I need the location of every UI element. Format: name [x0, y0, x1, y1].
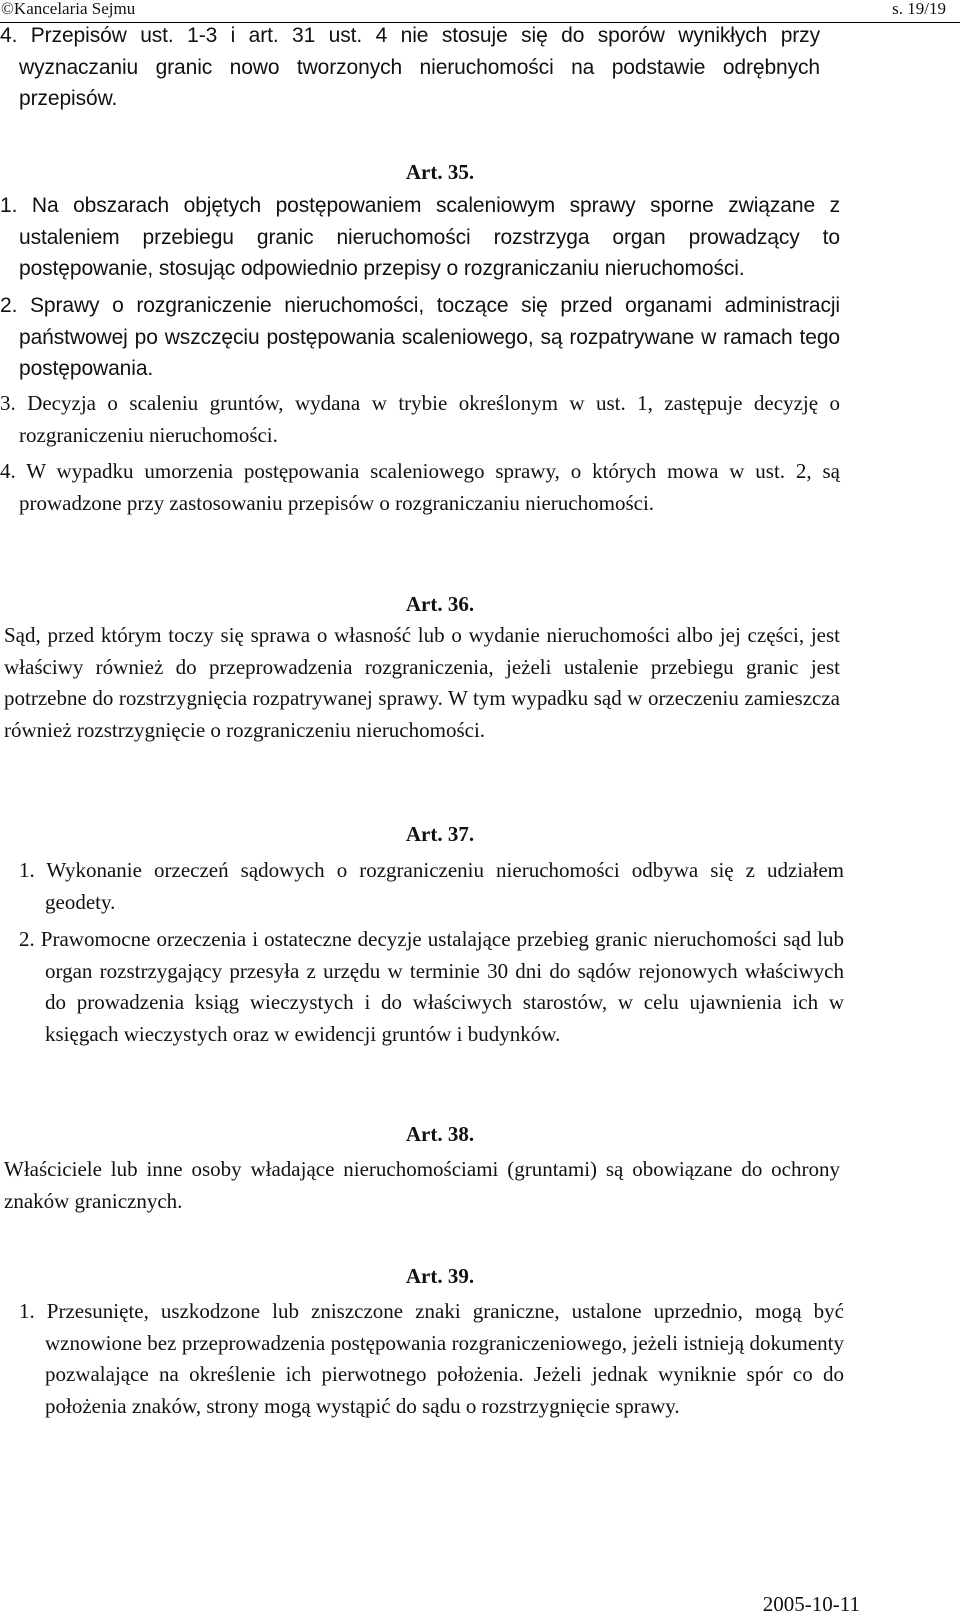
art38-text: Właściciele lub inne osoby władające nieruchomościami (gruntami) są obowiązane do ochrony znaków granicznych. — [4, 1157, 840, 1213]
art35-paragraph-1: 1. Na obszarach objętych postępowaniem scaleniowym sprawy sporne związane z ustaleniem przebiegu granic nieruchomości rozstrzyga organ prowadzący to postępowanie, stosując odpowiednio przepisy o rozgraniczaniu nieruchomości. — [0, 194, 840, 280]
footer-date: 2005-10-11 — [762, 1592, 860, 1616]
art39-heading: Art. 39. — [405, 1264, 475, 1288]
page-number: s. 19/19 — [892, 0, 946, 18]
art39-paragraph-1: 1. Przesunięte, uszkodzone lub zniszczone znaki graniczne, ustalone uprzednio, mogą być wznowione bez przeprowadzenia postępowania rozgraniczeniowego, jeżeli istnieją dokumenty pozwalające na określenie ich pierwotnego położenia. Jeżeli jednak wyniknie spór co do położenia znaków, strony mogą wystąpić do sądu o rozstrzygnięcie sprawy. — [19, 1299, 844, 1418]
art38-heading: Art. 38. — [405, 1122, 475, 1146]
art37-heading: Art. 37. — [405, 822, 475, 846]
art36-heading: Art. 36. — [405, 592, 475, 616]
art35-paragraph-3: 3. Decyzja o scaleniu gruntów, wydana w trybie określonym w ust. 1, zastępuje decyzję o rozgraniczeniu nieruchomości. — [0, 391, 840, 447]
art35-paragraph-4: 4. W wypadku umorzenia postępowania scaleniowego sprawy, o których mowa w ust. 2, są prowadzone przy zastosowaniu przepisów o rozgraniczaniu nieruchomości. — [0, 459, 840, 515]
copyright-label: ©Kancelaria Sejmu — [1, 0, 136, 18]
art35-heading: Art. 35. — [405, 160, 475, 184]
art37-paragraph-2: 2. Prawomocne orzeczenia i ostateczne decyzje ustalające przebieg granic nieruchomości sąd lub organ rozstrzygający przesyła z urzędu w terminie 30 dni do sądów rejonowych właściwych do prowadzenia ksiąg wieczystych i do właściwych starostów, w celu ujawnienia ich w księgach wieczystych oraz w ewidencji gruntów i budynków. — [19, 927, 844, 1046]
art37-paragraph-1: 1. Wykonanie orzeczeń sądowych o rozgraniczeniu nieruchomości odbywa się z udziałem geodety. — [19, 858, 844, 914]
art35-paragraph-2: 2. Sprawy o rozgraniczenie nieruchomości, toczące się przed organami administracji państwowej po wszczęciu postępowania scaleniowego, są rozpatrywane w ramach tego postępowania. — [0, 294, 840, 380]
art36-text: Sąd, przed którym toczy się sprawa o własność lub o wydanie nieruchomości albo jej części, jest właściwy również do przeprowadzenia rozgraniczenia, jeżeli ustalenie przebiegu granic jest potrzebne do rozstrzygnięcia rozpatrywanej sprawy. W tym wypadku sąd w orzeczeniu zamieszcza również rozstrzygnięcie o rozgraniczeniu nieruchomości. — [4, 623, 840, 742]
art34-paragraph-4: 4. Przepisów ust. 1-3 i art. 31 ust. 4 nie stosuje się do sporów wynikłych przy wyznaczaniu granic nowo tworzonych nieruchomości na podstawie odrębnych przepisów. — [0, 24, 820, 110]
